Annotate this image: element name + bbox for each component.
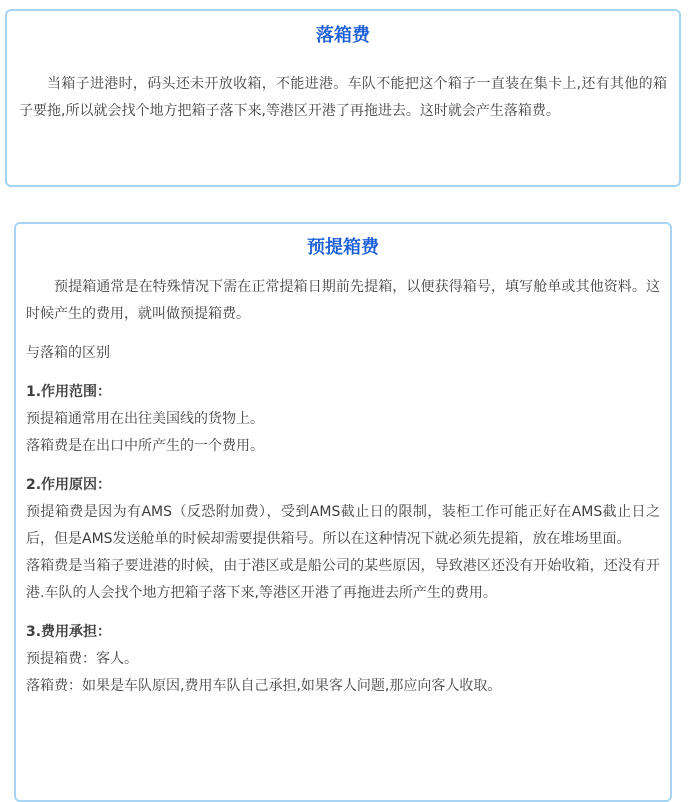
drop-container-fee-paragraph: 当箱子进港时，码头还未开放收箱，不能进港。车队不能把这个箱子一直装在集卡上,还有其他的箱子要拖,所以就会找个地方把箱子落下来,等港区开港了再拖进去。这时就会产生落箱费。 (19, 76, 667, 119)
spacer (26, 607, 660, 619)
section-heading-scope: 1.作用范围： (26, 384, 112, 400)
drop-container-fee-card (5, 9, 681, 187)
difference-label: 与落箱的区别 (26, 345, 110, 361)
spacer (26, 328, 660, 340)
spacer (26, 367, 660, 379)
section-line: 预提箱费是因为有AMS（反恐附加费），受到AMS截止日的限制，装柜工作可能正好在AMS截止日之后，但是AMS发送舱单的时候却需要提供箱号。所以在这种情况下就必须先提箱，放在堆场里面。 (26, 504, 660, 547)
spacer (26, 460, 660, 472)
pre-pickup-fee-intro: 预提箱通常是在特殊情况下需在正常提箱日期前先提箱，以便获得箱号，填写舱单或其他资料。这时候产生的费用，就叫做预提箱费。 (26, 279, 660, 322)
pre-pickup-fee-card (14, 222, 672, 802)
section-line: 落箱费：如果是车队原因,费用车队自己承担,如果客人问题,那应向客人收取。 (26, 678, 502, 694)
section-line: 预提箱通常用在出往美国线的货物上。 (26, 411, 264, 427)
section-line: 落箱费是在出口中所产生的一个费用。 (26, 438, 264, 454)
section-heading-reason: 2.作用原因： (26, 477, 112, 493)
pre-pickup-fee-title: 预提箱费 (307, 237, 379, 258)
section-line: 预提箱费：客人。 (26, 651, 138, 667)
section-line: 落箱费是当箱子要进港的时候，由于港区或是船公司的某些原因，导致港区还没有开始收箱，还没有开港.车队的人会找个地方把箱子落下来,等港区开港了再拖进去所产生的费用。 (26, 558, 660, 601)
drop-container-fee-title: 落箱费 (316, 25, 370, 46)
section-heading-cost-bearer: 3.费用承担： (26, 624, 112, 640)
